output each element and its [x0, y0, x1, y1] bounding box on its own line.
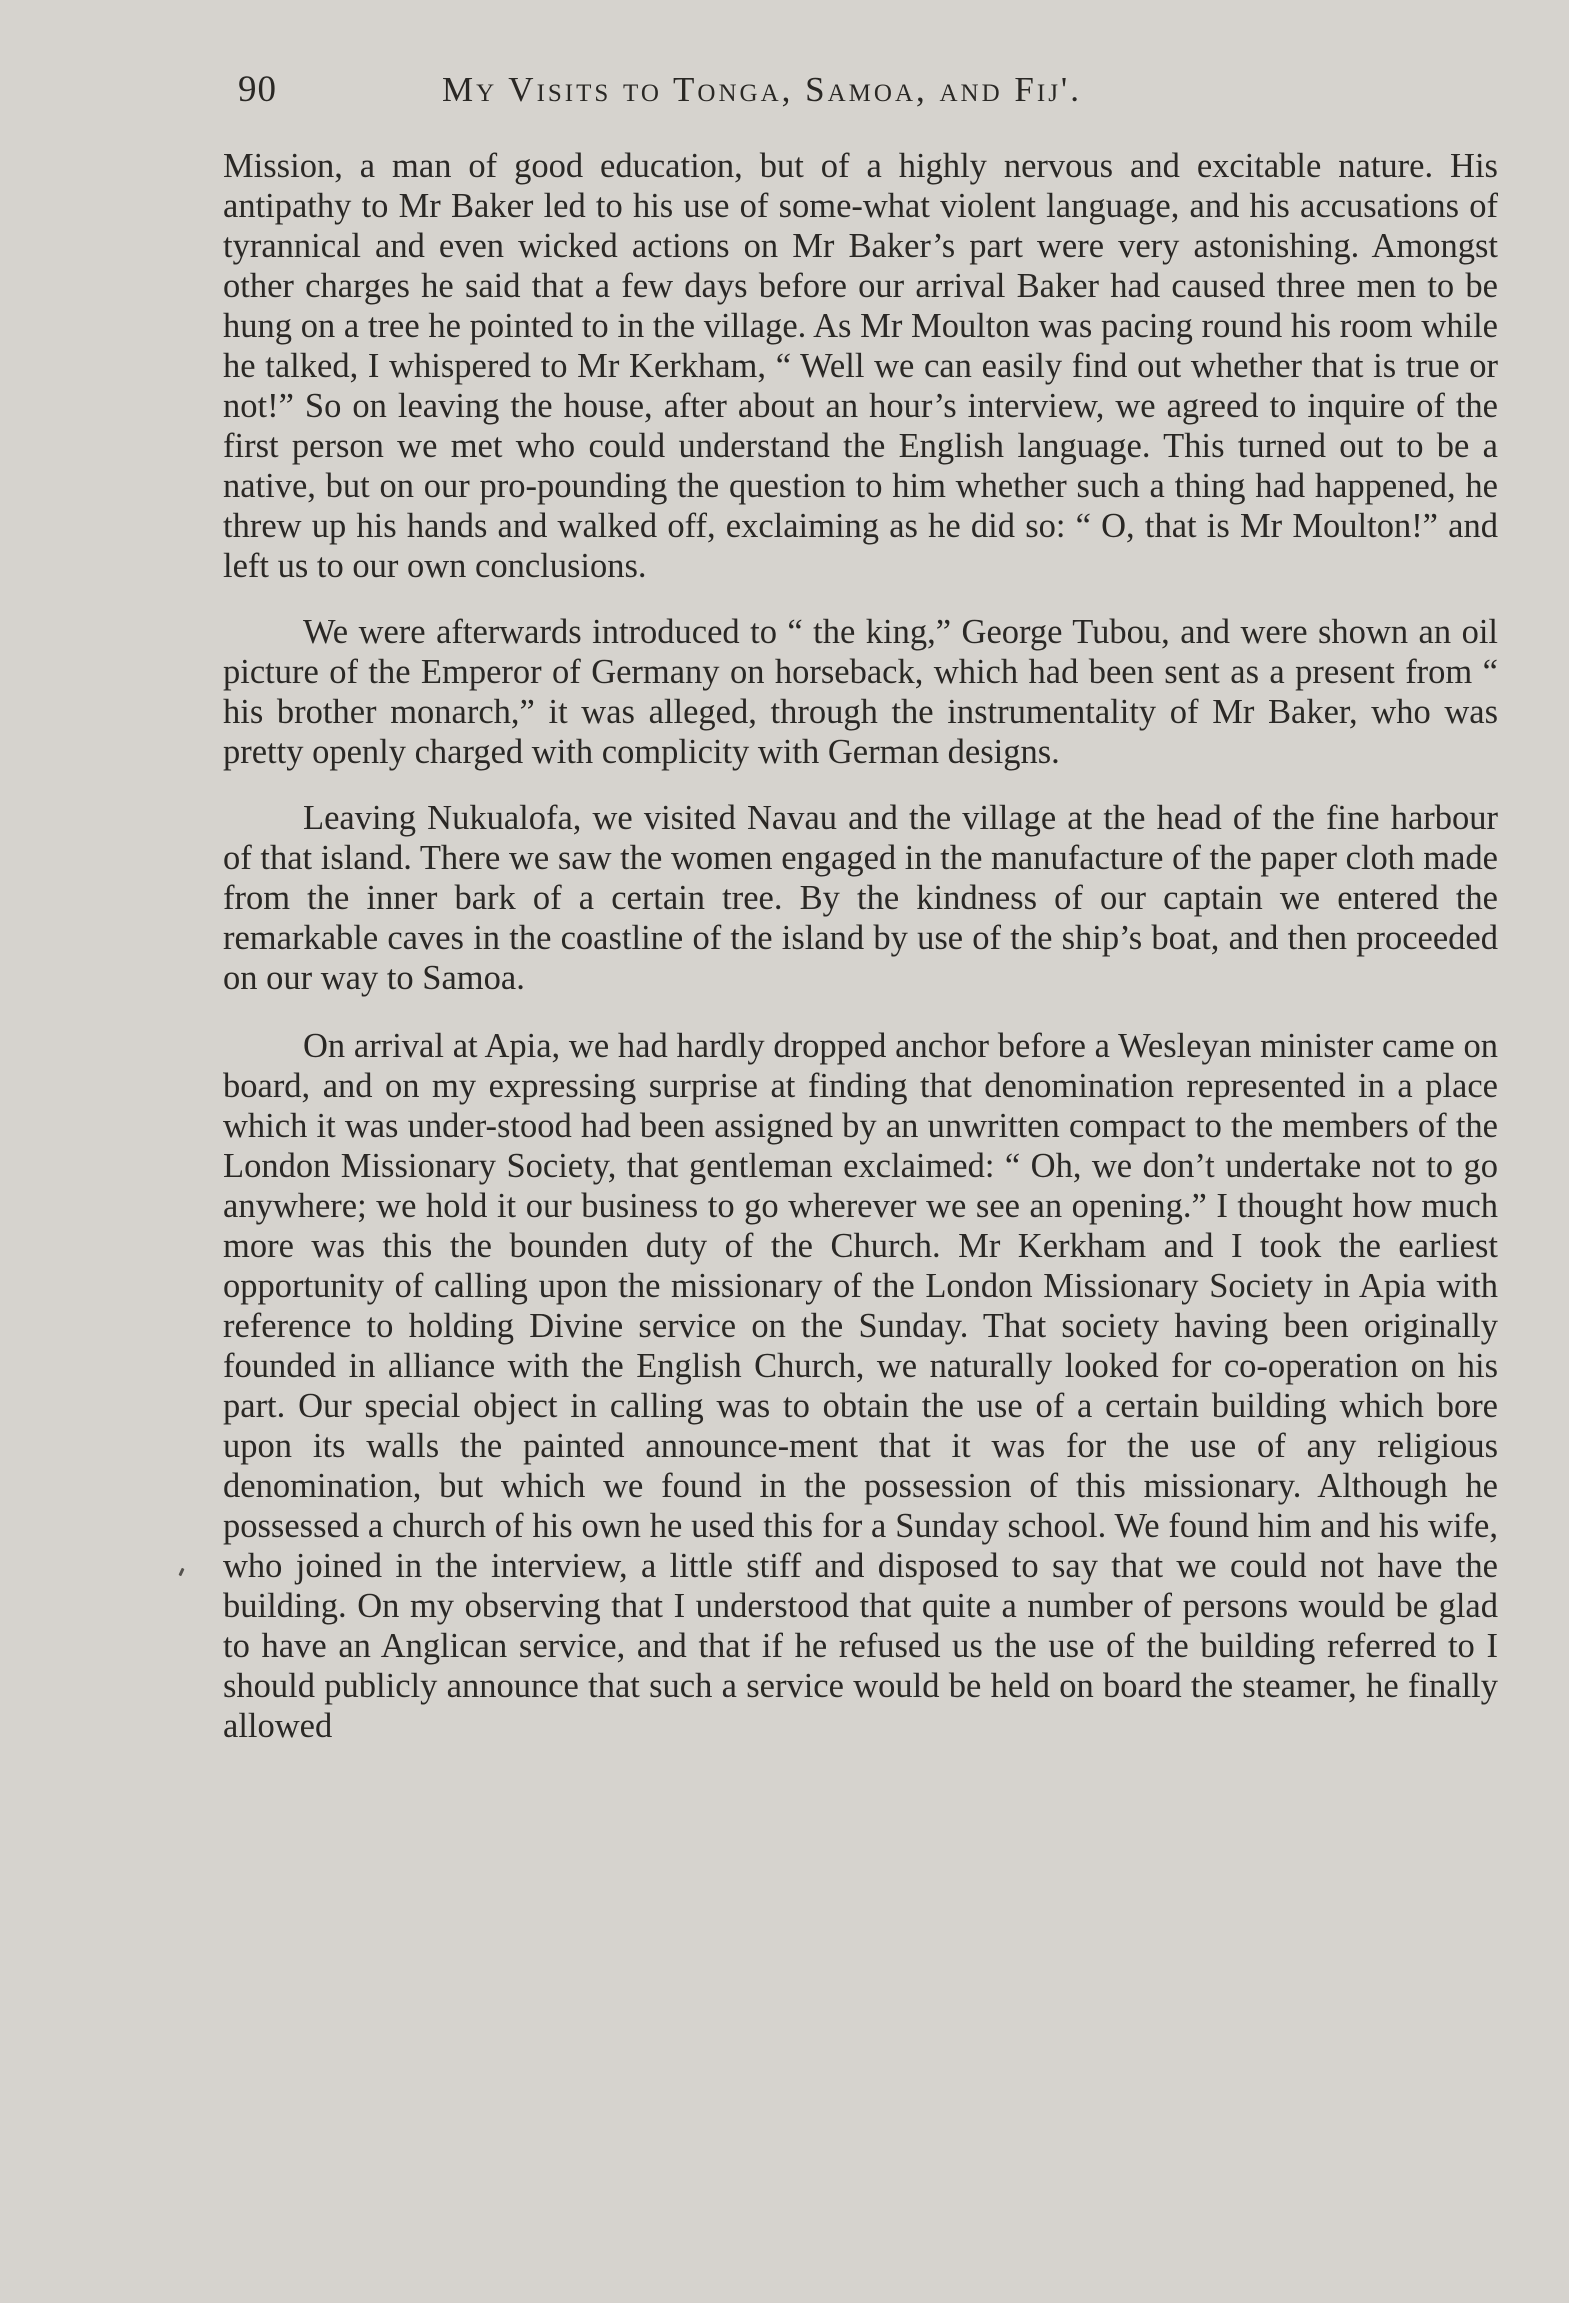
- page-header: [226, 64, 1271, 114]
- paragraph-1: Mission, a man of good education, but of a highly nervous and excitable nature. His antipathy to Mr Baker led to his use of some-what violent language, and his accusations of tyrannical and even wicked actions on Mr Baker’s part were very astonishing. Amongst other charges he said that a few days before our arrival Baker had caused three men to be hung on a tree he pointed to in the village. As Mr Moulton was pacing round his room while he talked, I whispered to Mr Kerkham, “ Well we can easily find out whether that is true or not!” So on leaving the house, after about an hour’s interview, we agreed to inquire of the first person we met who could understand the English language. This turned out to be a native, but on our pro-pounding the question to him whether such a thing had happened, he threw up his hands and walked off, exclaiming as he did so: “ O, that is Mr Moulton!” and left us to our own conclusions.: [223, 147, 1498, 585]
- paragraph-2: We were afterwards introduced to “ the king,” George Tubou, and were shown an oil picture of the Emperor of Germany on horseback, which had been sent as a present from “ his brother monarch,” it was alleged, through the instrumentality of Mr Baker, who was pretty openly charged with complicity with German designs.: [223, 613, 1498, 771]
- paragraph-4: On arrival at Apia, we had hardly dropped anchor before a Wesleyan minister came on board, and on my expressing surprise at finding that denomination represented in a place which it was under-stood had been assigned by an unwritten compact to the members of the London Missionary Society, that gentleman exclaimed: “ Oh, we don’t undertake not to go anywhere; we hold it our business to go wherever we see an opening.” I thought how much more was this the bounden duty of the Church. Mr Kerkham and I took the earliest opportunity of calling upon the missionary of the London Missionary Society in Apia with reference to holding Divine service on the Sunday. That society having been originally founded in alliance with the English Church, we naturally looked for co-operation on his part. Our special object in calling was to obtain the use of a certain building which bore upon its walls the painted announce-ment that it was for the use of any religious denomination, but which we found in the possession of this missionary. Although he possessed a church of his own he used this for a Sunday school. We found him and his wife, who joined in the interview, a little stiff and disposed to say that we could not have the building. On my observing that I understood that quite a number of persons would be glad to have an Anglican service, and that if he refused us the use of the building referred to I should publicly announce that such a service would be held on board the steamer, he finally allowed: [223, 1027, 1498, 1745]
- running-title: My Visits to Tonga, Samoa, and Fij'.: [442, 70, 1082, 109]
- body-text: [223, 146, 1498, 1746]
- page-number: 90: [238, 69, 277, 110]
- paragraph-3: Leaving Nukualofa, we visited Navau and the village at the head of the fine harbour of that island. There we saw the women engaged in the manufacture of the paper cloth made from the inner bark of a certain tree. By the kindness of our captain we entered the remarkable caves in the coastline of the island by use of the ship’s boat, and then proceeded on our way to Samoa.: [223, 799, 1498, 997]
- margin-speck: [178, 1568, 184, 1577]
